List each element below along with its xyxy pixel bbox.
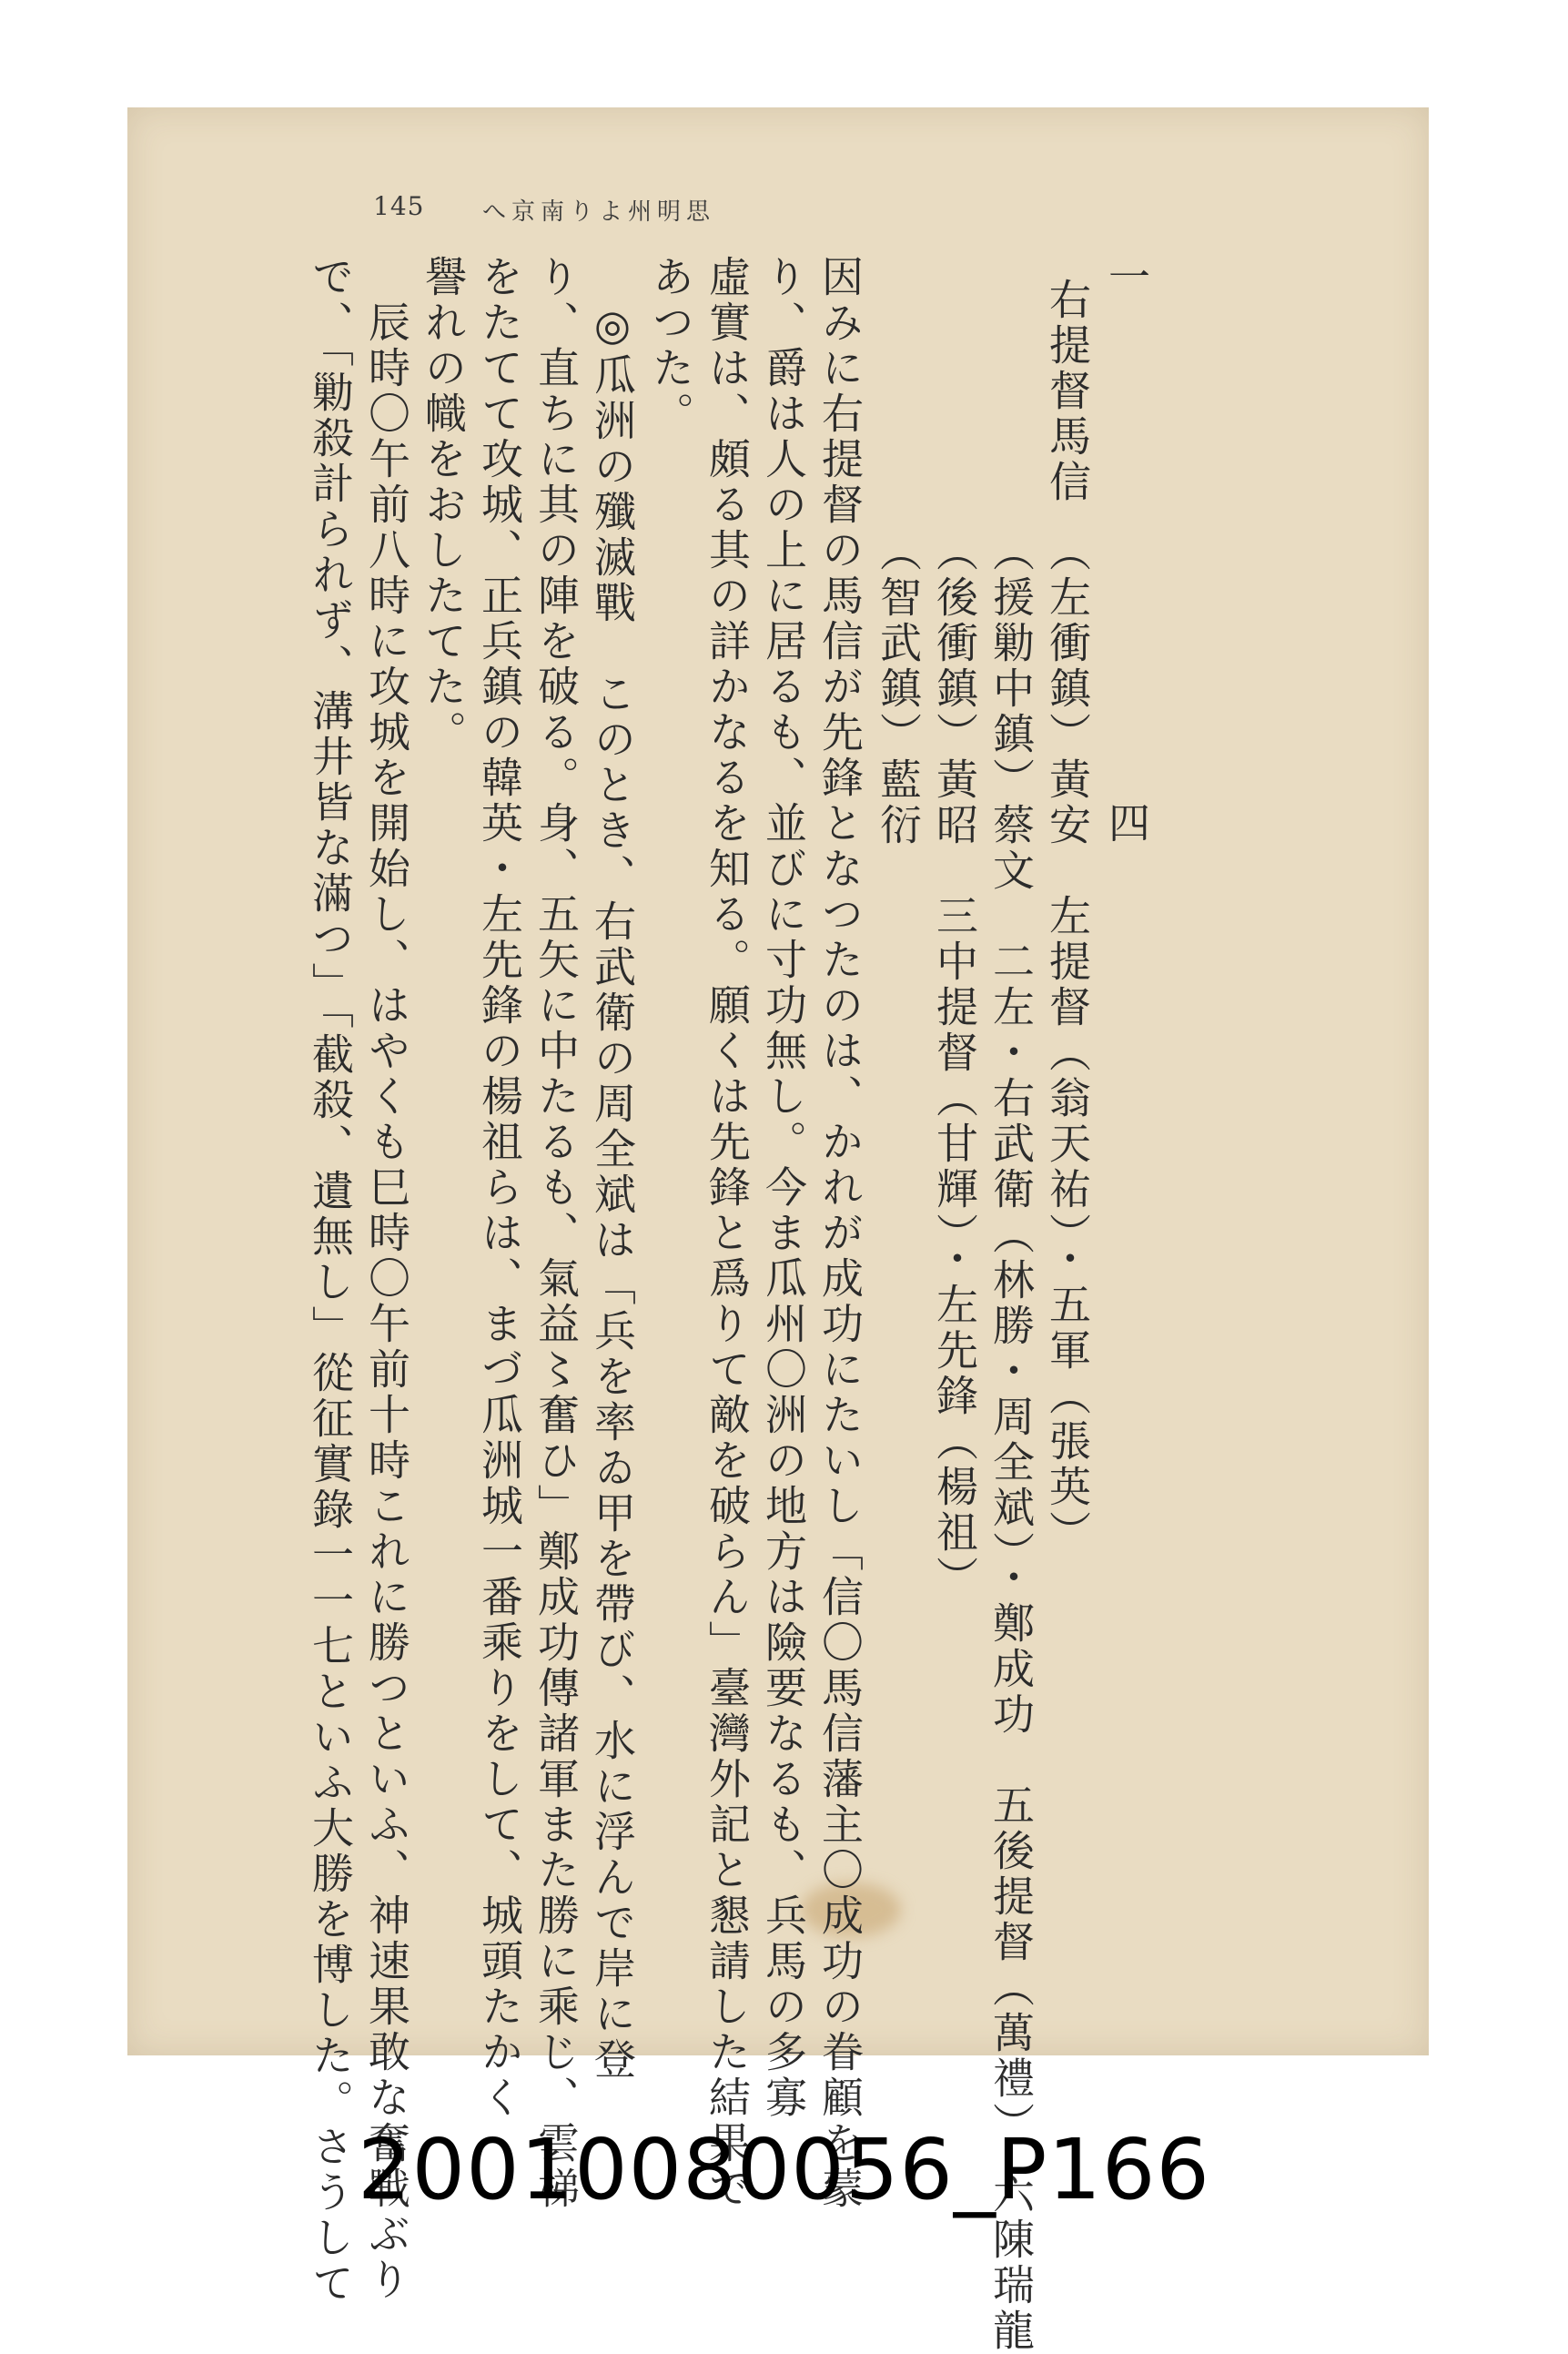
accession-number: 20010080056_P166 xyxy=(358,2121,1210,2218)
text-column-8: 虛實は、頗る其の詳かなるを知る。願くは先鋒と爲りて敵を破らん」臺灣外記と懇請した結果で xyxy=(703,255,752,2212)
text-column-2: 右提督馬信 （左衝鎮）黃安 左提督（翁天祐）・五軍（張英） xyxy=(1043,278,1092,1556)
text-column-3: （援勦中鎮）蔡文 二左・右武衛（林勝・周全斌）・鄭成功 五後提督（萬禮） 六陳瑞龍 xyxy=(986,278,1036,2354)
text-column-9: あつた。 xyxy=(646,255,695,437)
text-column-13: 譽れの幟をおしたてた。 xyxy=(419,255,468,756)
text-column-14: 辰時〇午前八時に攻城を開始し、はやくも巳時〇午前十時これに勝つといふ、神速果敢な奮戰ぶり xyxy=(362,300,411,2303)
text-column-7: り、爵は人の上に居るも、並びに寸功無し。今ま瓜州〇洲の地方は險要なるも、兵馬の多寡 xyxy=(759,255,808,2121)
text-column-6: 因みに右提督の馬信が先鋒となつたのは、かれが成功にたいし「信〇馬信藩主〇成功の眷顧を蒙 xyxy=(815,255,865,2212)
text-column-11: り、直ちに其の陣を破る。身、五矢に中たるも、氣益〻奮ひ」鄭成功傳諸軍また勝に乘じ、雲梯 xyxy=(531,255,581,2212)
text-column-12: をたてて攻城、正兵鎮の韓英・左先鋒の楊祖らは、まづ瓜洲城一番乘りをして、城頭たかく xyxy=(475,255,524,2121)
running-head: 思明州より南京へ xyxy=(482,198,716,226)
text-column-10: ◎瓜洲の殲滅戰 このとき、右武衛の周全斌は「兵を率ゐ甲を帶び、水に浮んで岸に登 xyxy=(588,300,637,2083)
text-column-4: （後衝鎮）黃昭 三中提督（甘輝）・左先鋒（楊祖） xyxy=(930,278,979,1601)
text-column-15: で、「勦殺計られず、溝井皆な滿つ」「截殺、遺無し」從征實錄一一七といふ大勝を博した。さうして xyxy=(306,255,355,2307)
page-number: 145 xyxy=(373,191,425,221)
page-header xyxy=(373,191,1119,228)
text-column-5: （智武鎮）藍衍 xyxy=(874,278,923,848)
text-column-1: 一 四 xyxy=(1102,255,1151,847)
